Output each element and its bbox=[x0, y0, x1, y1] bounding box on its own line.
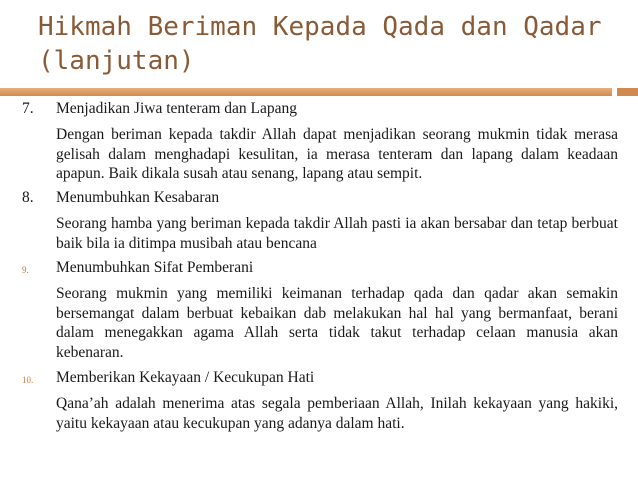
title-accent-bar bbox=[0, 88, 612, 96]
list-item-body: Qana’ah adalah menerima atas segala pemberiaan Allah, Inilah kekayaan yang hakiki, yaitu kekayaan atau kecukupan yang adanya dalam hati. bbox=[56, 395, 618, 432]
list-item bbox=[22, 258, 618, 362]
list-item-body: Seorang hamba yang beriman kepada takdir Allah pasti ia akan bersabar dan tetap berbuat baik bila ia ditimpa musibah atau bencana bbox=[56, 215, 618, 252]
list-item bbox=[22, 188, 618, 253]
list-item bbox=[22, 368, 618, 433]
list-item-number: 9. bbox=[22, 265, 29, 275]
list-item bbox=[22, 99, 618, 184]
list-item-body: Dengan beriman kepada takdir Allah dapat menjadikan seorang mukmin tidak merasa gelisah dalam menghadapi kesulitan, ia merasa tenteram dan lapang dalam keadaan apapun. Baik dikala susah atau senang, lapang atau sempit. bbox=[56, 126, 618, 182]
list-item-heading bbox=[22, 99, 618, 119]
list-item-heading bbox=[22, 368, 618, 388]
list-item-number: 7. bbox=[22, 100, 34, 117]
list-item-number: 10. bbox=[22, 375, 34, 385]
list-item-number: 8. bbox=[22, 189, 34, 206]
title-accent-square bbox=[617, 88, 638, 96]
list-item-heading-text: Memberikan Kekayaan / Kecukupan Hati bbox=[56, 369, 315, 386]
list-item-heading bbox=[22, 188, 618, 208]
slide-title bbox=[38, 10, 602, 78]
list-item-heading-text: Menumbuhkan Kesabaran bbox=[56, 189, 220, 206]
slide-title-line-2: (lanjutan) bbox=[38, 46, 195, 76]
slide-title-line-1: Hikmah Beriman Kepada Qada dan Qadar bbox=[38, 12, 602, 42]
list-item-heading-text: Menumbuhkan Sifat Pemberani bbox=[56, 259, 254, 276]
list-item-body: Seorang mukmin yang memiliki keimanan terhadap qada dan qadar akan semakin bersemangat dalam berbuat kebaikan dab melakukan hal hal yang bermanfaat, berani dalam menegakkan agama Allah serta tidak takut terhadap celaan manusia akan kebenaran. bbox=[56, 285, 618, 361]
list-item-heading-text: Menjadikan Jiwa tenteram dan Lapang bbox=[56, 100, 298, 117]
list-item-heading bbox=[22, 258, 618, 278]
